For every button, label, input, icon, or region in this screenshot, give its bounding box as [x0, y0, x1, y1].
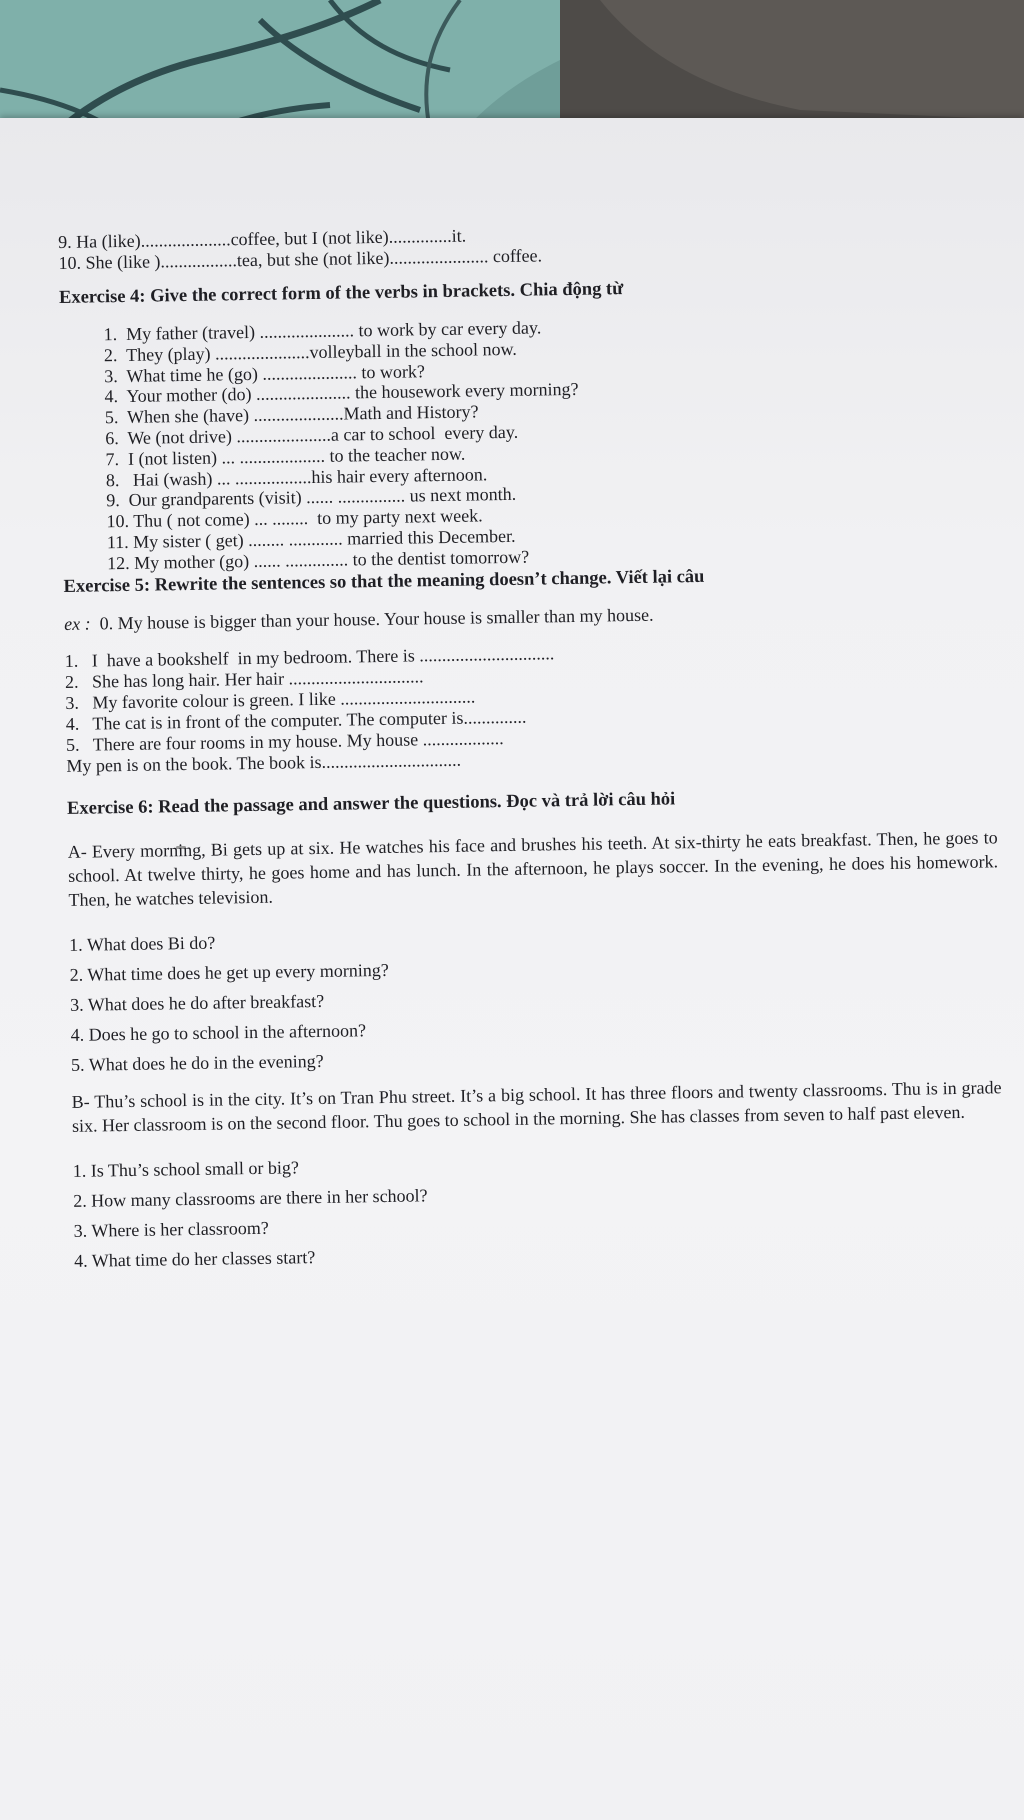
exercise-item: 7. I (not listen) ... ................... to the teacher now.	[105, 443, 466, 470]
exercise-item: 10. Thu ( not come) ... ........ to my party next week.	[106, 505, 483, 532]
exercise-item: 12. My mother (go) ...... .............. to the dentist tomorrow?	[107, 546, 530, 574]
exercise-item: 2. She has long hair. Her hair ..............................	[64, 665, 424, 692]
passage-b: B- Thu’s school is in the city. It’s on Tran Phu street. It’s a big school. It has three floors and twenty classrooms. Thu is in grade six. Her classroom is on the second floor. Thu goes to school in the morning. She has classes from seven to half past eleven.	[71, 1076, 1002, 1136]
exercise-item: 5. When she (have) ....................Math and History?	[104, 401, 479, 428]
questions-b	[73, 1141, 1015, 1276]
exercise5-example	[64, 599, 1004, 635]
question-item: 4. What time do her classes start?	[73, 1246, 316, 1271]
exercise-item: 4. The cat is in front of the computer. The computer is..............	[65, 706, 527, 734]
example-text: 0. My house is bigger than your house. Your house is smaller than my house.	[90, 604, 654, 634]
exercise4-heading: Exercise 4: Give the correct form of the verbs in brackets. Chia động từ	[58, 279, 624, 308]
question-item: 1. Is Thu’s school small or big?	[72, 1156, 300, 1181]
exercise-item: 1. I have a bookshelf in my bedroom. There is ..............................	[64, 642, 555, 671]
questions-a	[69, 915, 1011, 1080]
worksheet-content	[58, 217, 1014, 1275]
question-item: 2. What time does he get up every morning?	[69, 959, 389, 985]
exercise-line: 9. Ha (like)....................coffee, but I (not like)..............it.	[58, 225, 467, 252]
passage-a: A- Every morning, Bi gets up at six. He watches his face and brushes his teeth. At six-thirty he eats breakfast. Then, he goes to school. At twelve thirty, he goes home and has lunch. In the afternoon, he plays soccer. In the evening, he does his homework. Then, he watches television.	[67, 826, 999, 910]
exercise-item: 4. Your mother (do) ..................... the housework every morning?	[104, 379, 579, 407]
exercise-item: 2. They (play) .....................volleyball in the school now.	[103, 338, 517, 366]
exercise-item: 9. Our grandparents (visit) ...... ............... us next month.	[106, 484, 517, 511]
exercise-item: 1. My father (travel) ..................... to work by car every day.	[103, 317, 542, 345]
question-item: 4. Does he go to school in the afternoon?	[70, 1019, 367, 1045]
exercise5-heading: Exercise 5: Rewrite the sentences so that the meaning doesn’t change. Viết lại câu	[63, 566, 705, 597]
exercise-line: 10. She (like ).................tea, but she (not like)...................... coffee.	[58, 245, 543, 273]
exercise-item: 11. My sister ( get) ........ ............ married this December.	[106, 525, 516, 553]
exercise4-list	[103, 310, 1003, 574]
question-item: 1. What does Bi do?	[69, 932, 216, 955]
exercise-item: 3. What time he (go) ..................... to work?	[104, 360, 425, 386]
example-lead: ex :	[63, 613, 91, 634]
exercise-item: 8. Hai (wash) ... .................his hair every afternoon.	[105, 463, 488, 490]
exercise-item: 6. We (not drive) .....................a car to school every day.	[105, 421, 519, 449]
question-item: 3. What does he do after breakfast?	[69, 990, 325, 1015]
exercise-item: 5. There are four rooms in my house. My house ..................	[65, 727, 504, 755]
exercise6-heading: Exercise 6: Read the passage and answer the questions. Đọc và trả lời câu hỏi	[66, 788, 676, 819]
question-item: 5. What does he do in the evening?	[70, 1050, 324, 1075]
exercise-item: My pen is on the book. The book is...............................	[66, 749, 462, 776]
question-item: 3. Where is her classroom?	[73, 1217, 269, 1241]
exercise5-list	[65, 636, 1007, 777]
exercise-item: 3. My favorite colour is green. I like ..............................	[65, 686, 476, 713]
question-item: 2. How many classrooms are there in her school?	[73, 1184, 428, 1211]
